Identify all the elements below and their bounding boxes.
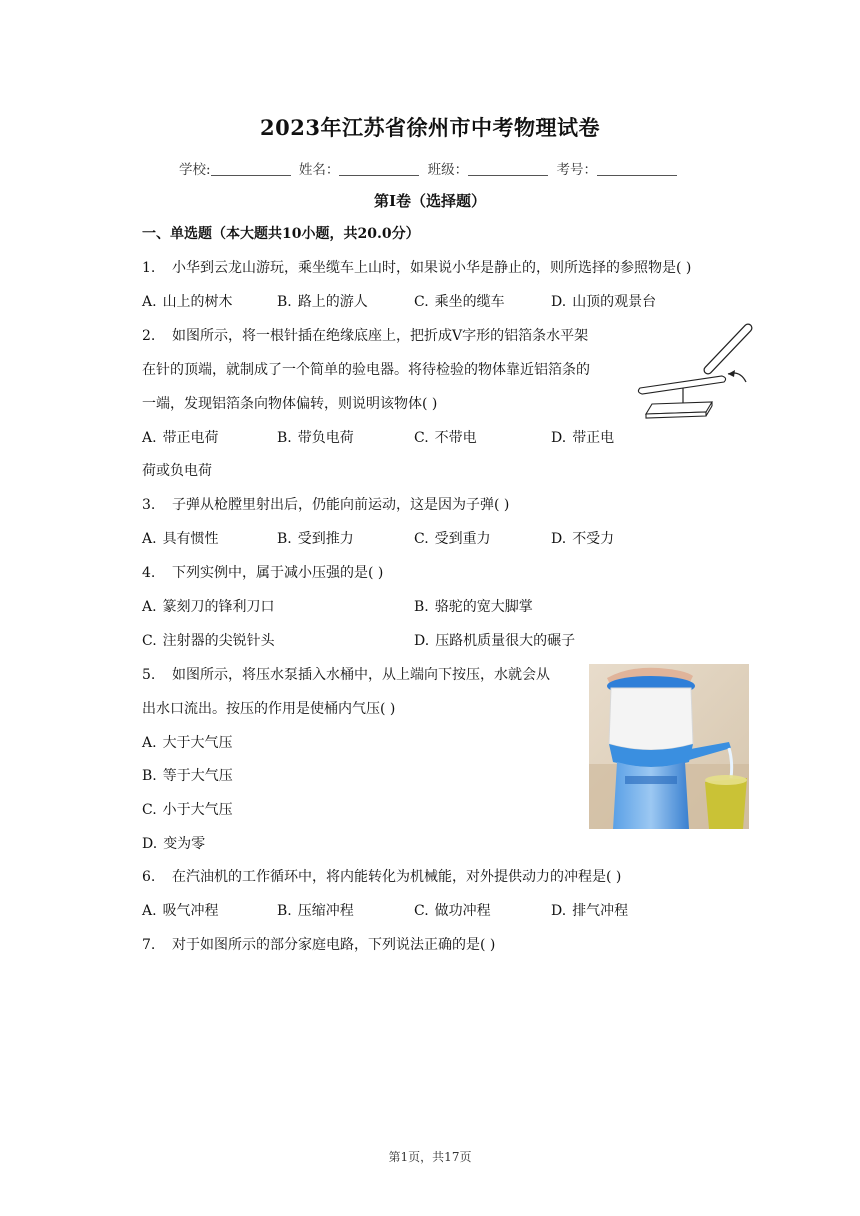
option-label: C.: [414, 903, 429, 919]
option-text: 变为零: [163, 836, 206, 852]
exam-number-blank[interactable]: [597, 161, 677, 176]
option-text: 具有惯性: [162, 531, 219, 547]
option-label: B.: [142, 768, 157, 784]
question-2-line-2: 在针的顶端，就制成了一个简单的验电器。将待检验的物体靠近铝箔条的: [142, 362, 590, 378]
name-blank[interactable]: [339, 161, 419, 176]
option-6a[interactable]: [142, 901, 219, 921]
name-label: 姓名：: [298, 162, 340, 178]
question-number: 5.: [142, 667, 156, 683]
option-3b[interactable]: [277, 529, 354, 549]
page-footer: 第1页，共17页: [388, 1150, 472, 1164]
question-5-line-2: 出水口流出。按压的作用是使桶内气压( ): [142, 701, 396, 717]
arrow-head-icon: [728, 370, 735, 377]
option-1c[interactable]: [414, 292, 505, 312]
question-2: [142, 326, 588, 346]
option-label: D.: [551, 294, 567, 310]
option-4d[interactable]: [414, 631, 575, 651]
option-label: A.: [142, 531, 157, 547]
question-stem: 下列实例中，属于减小压强的是( ): [172, 565, 384, 581]
option-text: 小于大气压: [162, 802, 233, 818]
option-label: B.: [277, 294, 292, 310]
option-5a[interactable]: [142, 733, 233, 753]
option-6c[interactable]: [414, 901, 491, 921]
option-text: 受到推力: [297, 531, 354, 547]
school-label: 学校:: [179, 162, 211, 178]
question-number: 4.: [142, 565, 156, 581]
option-text: 不受力: [572, 531, 615, 547]
class-label: 班级：: [427, 162, 469, 178]
option-label: A.: [142, 430, 157, 446]
question-stem: 子弹从枪膛里射出后，仍能向前运动，这是因为子弹( ): [172, 497, 510, 513]
water-bottle: [613, 762, 689, 829]
option-text: 乘坐的缆车: [434, 294, 505, 310]
option-text: 受到重力: [434, 531, 491, 547]
question-number: 1.: [142, 260, 156, 276]
question-number: 6.: [142, 869, 156, 885]
section-title: 第I卷（选择题）: [373, 192, 487, 210]
question-stem: 对于如图所示的部分家庭电路，下列说法正确的是( ): [172, 937, 496, 953]
option-text: 做功冲程: [434, 903, 491, 919]
option-label: D.: [551, 903, 567, 919]
question-stem: 如图所示，将一根针插在绝缘底座上，把折成V字形的铝箔条水平架: [172, 328, 589, 344]
pump-body: [609, 688, 693, 750]
option-6b[interactable]: [277, 901, 354, 921]
exam-title: 2023年江苏省徐州市中考物理试卷: [260, 115, 600, 140]
option-text: 排气冲程: [572, 903, 629, 919]
option-text: 带正电荷: [162, 430, 219, 446]
exam-number-label: 考号：: [556, 162, 597, 178]
question-4: [142, 563, 383, 583]
question-stem: 小华到云龙山游玩，乘坐缆车上山时，如果说小华是静止的，则所选择的参照物是( ): [172, 260, 692, 276]
option-1b[interactable]: [277, 292, 368, 312]
option-label: B.: [414, 599, 429, 615]
option-text: 篆刻刀的锋利刀口: [162, 599, 275, 615]
option-text: 大于大气压: [162, 735, 233, 751]
option-label: C.: [414, 531, 429, 547]
option-label: C.: [414, 294, 429, 310]
option-label: D.: [142, 836, 158, 852]
option-5b[interactable]: [142, 766, 233, 786]
class-blank[interactable]: [468, 161, 548, 176]
question-number: 7.: [142, 937, 156, 953]
question-6: [142, 867, 621, 887]
option-text: 不带电: [434, 430, 477, 446]
question-stem: 在汽油机的工作循环中，将内能转化为机械能，对外提供动力的冲程是( ): [172, 869, 622, 885]
option-label: C.: [414, 430, 429, 446]
option-label: D.: [551, 430, 567, 446]
option-text: 压缩冲程: [297, 903, 354, 919]
option-text: 骆驼的宽大脚掌: [434, 599, 533, 615]
option-5c[interactable]: [142, 800, 233, 820]
option-label: A.: [142, 599, 157, 615]
question-7: [142, 935, 495, 955]
question-number: 2.: [142, 328, 156, 344]
option-2c[interactable]: [414, 428, 477, 448]
option-label: A.: [142, 735, 157, 751]
option-3d[interactable]: [551, 529, 614, 549]
charged-rod: [708, 328, 748, 370]
option-label: D.: [551, 531, 567, 547]
option-label: B.: [277, 903, 292, 919]
option-4c[interactable]: [142, 631, 275, 651]
option-label: A.: [142, 294, 157, 310]
option-3c[interactable]: [414, 529, 491, 549]
option-4a[interactable]: [142, 597, 275, 617]
question-2-line-3: 一端，发现铝箔条向物体偏转，则说明该物体( ): [142, 396, 438, 412]
foil-strip: [638, 376, 725, 394]
question-number: 3.: [142, 497, 156, 513]
school-blank[interactable]: [211, 161, 291, 176]
question-stem: 如图所示，将压水泵插入水桶中，从上端向下按压，水就会从: [172, 667, 550, 683]
electroscope-figure: [636, 322, 754, 422]
student-info-line: [0, 158, 860, 178]
option-label: B.: [277, 531, 292, 547]
option-2b[interactable]: [277, 428, 354, 448]
question-1: [142, 258, 691, 278]
option-1a[interactable]: [142, 292, 233, 312]
option-2d-continuation: 荷或负电荷: [142, 463, 212, 479]
option-6d[interactable]: [551, 901, 628, 921]
insulating-base: [646, 402, 712, 418]
option-text: 山顶的观景台: [572, 294, 657, 310]
question-3: [142, 495, 509, 515]
option-text: 等于大气压: [162, 768, 233, 784]
option-text: 带正电: [572, 430, 615, 446]
option-label: C.: [142, 802, 157, 818]
option-3a[interactable]: [142, 529, 219, 549]
option-text: 山上的树木: [162, 294, 233, 310]
option-text: 压路机质量很大的碾子: [435, 633, 576, 649]
cup: [705, 778, 747, 829]
option-label: C.: [142, 633, 157, 649]
part-heading: 一、单选题（本大题共10小题，共20.0分）: [142, 226, 420, 242]
option-label: A.: [142, 903, 157, 919]
question-5: [142, 665, 550, 685]
option-text: 吸气冲程: [162, 903, 219, 919]
option-label: B.: [277, 430, 292, 446]
option-text: 带负电荷: [297, 430, 354, 446]
option-text: 路上的游人: [297, 294, 368, 310]
option-text: 注射器的尖锐针头: [162, 633, 275, 649]
option-5d[interactable]: [142, 834, 205, 854]
option-4b[interactable]: [414, 597, 533, 617]
option-2a[interactable]: [142, 428, 219, 448]
option-2d[interactable]: [551, 428, 614, 448]
option-label: D.: [414, 633, 430, 649]
option-1d[interactable]: [551, 292, 656, 312]
water-pump-photo: [589, 664, 749, 829]
